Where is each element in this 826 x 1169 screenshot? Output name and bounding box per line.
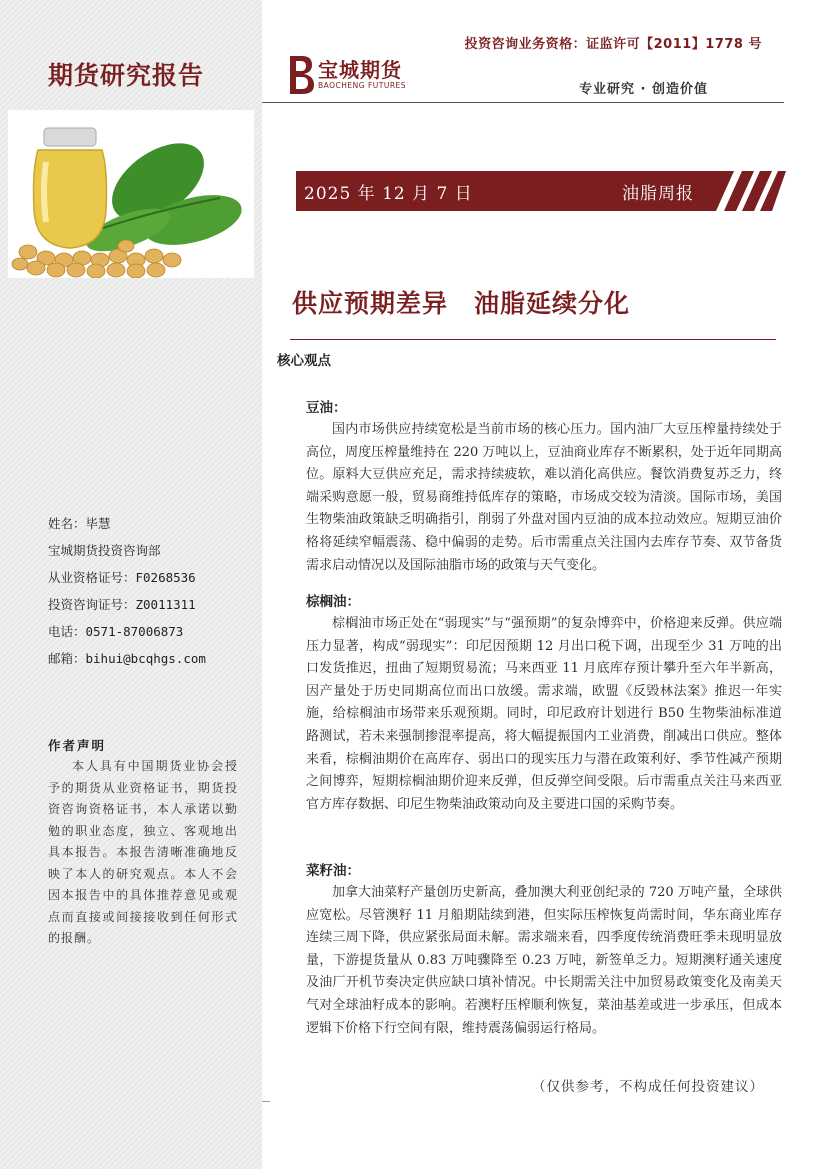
author-statement-body: 本人具有中国期货业协会授予的期货从业资格证书，期货投资咨询资格证书，本人承诺以勤勉的职业态度，独立、客观地出具本报告。本报告清晰准确地反映了本人的研究观点。本人不会因本报告中的具体推荐意见或观点而直接或间接接收到任何形式的报酬。 <box>48 759 238 945</box>
section-title: 豆油： <box>306 400 347 416</box>
analyst-phone: 电话：0571-87006873 <box>48 624 184 639</box>
report-headline: 供应预期差异 油脂延续分化 <box>292 289 631 318</box>
slogan: 专业研究 · 创造价值 <box>579 82 708 97</box>
logo-english-name: BAOCHENG FUTURES <box>318 81 407 90</box>
baocheng-logo-icon <box>284 52 316 96</box>
logo-chinese-name: 宝城期货 <box>318 58 402 82</box>
analyst-practice-cert: 从业资格证号：F0268536 <box>48 570 196 585</box>
section-palm-oil <box>306 591 782 816</box>
analyst-name: 姓名：毕慧 <box>48 516 111 531</box>
section-body: 加拿大油菜籽产量创历史新高，叠加澳大利亚创纪录的 720 万吨产量，全球供应宽松。尽管澳籽 11 月船期陆续到港，但实际压榨恢复尚需时间，华东商业库存连续三周下降，供应紧张局面未解。需求端来看，四季度传统消费旺季未现明显放量，下游提货量从 0.83 万吨骤降至 0.23 万吨，新签单乏力。短期澳籽通关速度及油厂开机节奏决定供应缺口填补情况。中长期需关注中加贸易政策变化及南美天气对全球油籽成本的影响。若澳籽压榨顺利恢复，菜油基差或进一步承压，但成本逻辑下价格下行空间有限，维持震荡偏弱运行格局。 <box>306 885 782 1036</box>
qualification-line: 投资咨询业务资格：证监许可【2011】1778 号 <box>464 37 762 52</box>
page-mark <box>262 1101 270 1102</box>
report-kind: 油脂周报 <box>622 184 694 204</box>
headline-divider <box>290 339 776 340</box>
baocheng-logo <box>284 50 444 100</box>
report-type-title: 期货研究报告 <box>48 61 205 90</box>
report-date: 2025 年 12 月 7 日 <box>304 184 473 204</box>
disclaimer: （仅供参考，不构成任何投资建议） <box>532 1079 764 1095</box>
analyst-consult-cert: 投资咨询证号：Z0011311 <box>48 597 196 612</box>
section-rapeseed-oil <box>306 860 782 1040</box>
author-statement-title: 作者声明 <box>48 738 107 753</box>
section-title: 菜籽油： <box>306 863 360 879</box>
oil-jar-soybeans-photo <box>8 110 254 278</box>
section-body: 国内市场供应持续宽松是当前市场的核心压力。国内油厂大豆压榨量持续处于高位，周度压榨量维持在 220 万吨以上，豆油商业库存不断累积，处于近年同期高位。原料大豆供应充足，需求持续疲软，难以消化高供应。餐饮消费复苏乏力，终端采购意愿一般，贸易商维持低库存的策略，市场成交较为清淡。国际市场，美国生物柴油政策缺乏明确指引，削弱了外盘对国内豆油的成本拉动效应。短期豆油价格将延续窄幅震荡、稳中偏弱的走势。后市需重点关注国内去库存节奏、双节备货需求启动情况以及国际油脂市场的政策与天气变化。 <box>306 422 782 573</box>
section-title: 棕榈油： <box>306 594 360 610</box>
sidebar <box>0 0 262 1169</box>
analyst-info <box>48 510 248 672</box>
section-soybean-oil <box>306 397 782 577</box>
core-views-title: 核心观点 <box>277 353 331 369</box>
analyst-department: 宝城期货投资咨询部 <box>48 543 161 558</box>
date-banner <box>296 171 786 211</box>
header-divider <box>262 102 784 103</box>
analyst-email: 邮箱：bihui@bcqhgs.com <box>48 651 206 666</box>
section-body: 棕榈油市场正处在“弱现实”与“强预期”的复杂博弈中，价格迎来反弹。供应端压力显著，构成“弱现实”：印尼因预期 12 月出口税下调，出现至少 31 万吨的出口发货推迟，扭曲了短期贸易流；马来西亚 11 月底库存预计攀升至六年半新高，因产量处于历史同期高位而出口放缓。需求端，欧盟《反毁林法案》推迟一年实施，给棕榈油市场带来乐观预期。同时，印尼政府计划进行 B50 生物柴油标准道路测试，若未来强制掺混率提高，将大幅提振国内工业消费，削减出口供应。整体来看，棕榈油期价在高库存、弱出口的现实压力与潜在政策利好、季节性减产预期之间博弈，短期棕榈油期价迎来反弹，但反弹空间受限。后市需重点关注马来西亚官方库存数据、印尼生物柴油政策动向及主要进口国的采购节奏。 <box>306 616 782 812</box>
